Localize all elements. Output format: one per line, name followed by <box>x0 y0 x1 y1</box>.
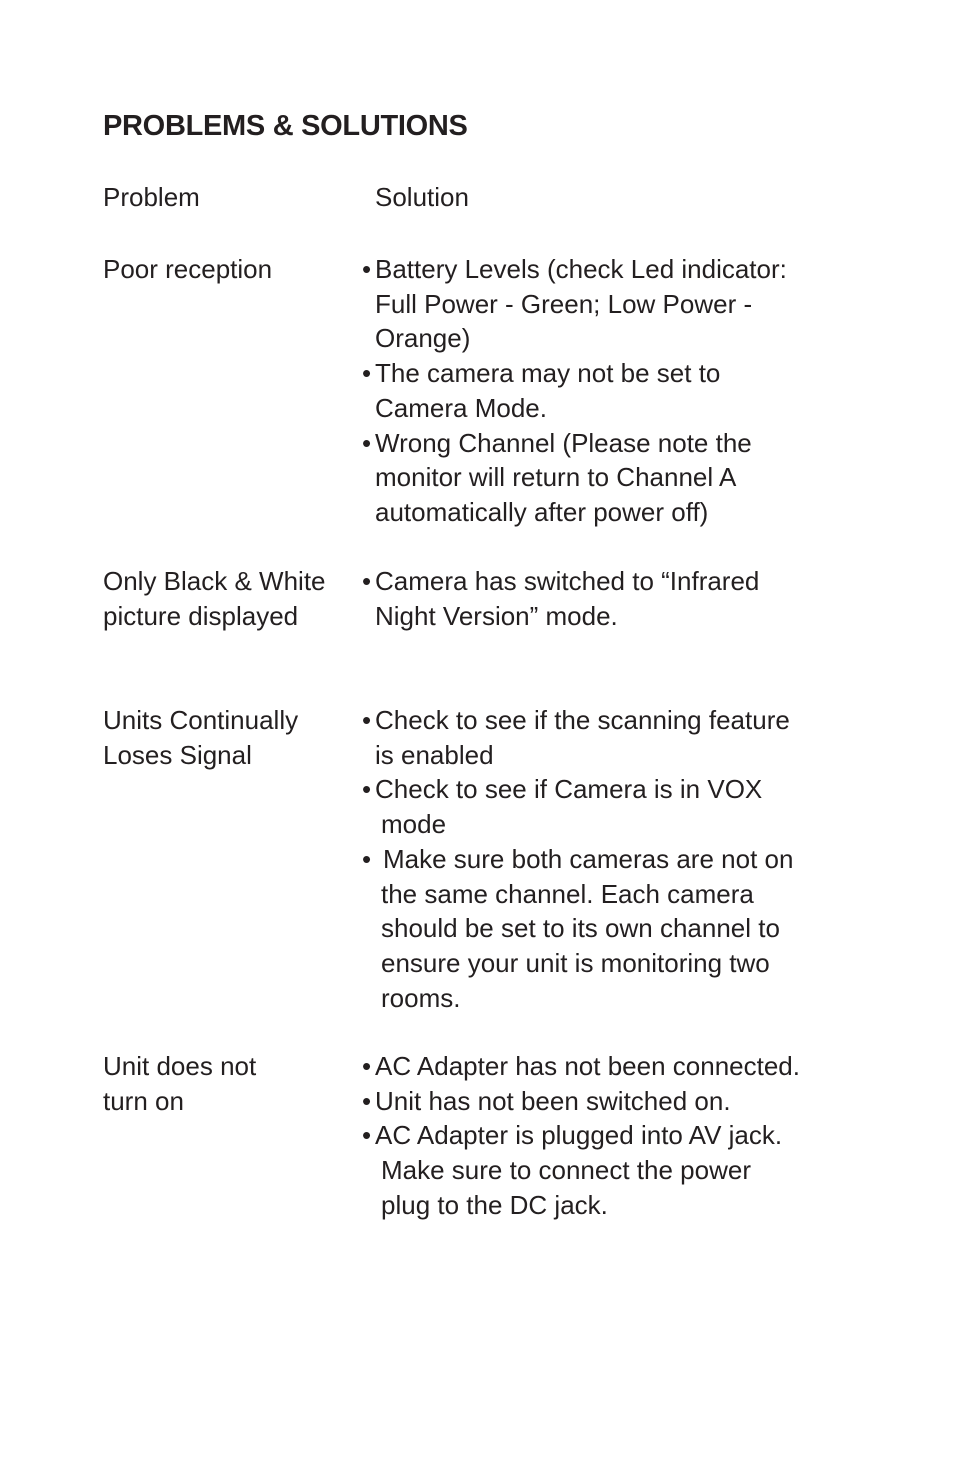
problem-cell <box>103 703 353 772</box>
solution-item <box>362 426 842 530</box>
problem-cell <box>103 564 353 633</box>
solution-text: Make sure both cameras are not on <box>383 843 794 874</box>
solution-text: Check to see if Camera is in VOX <box>375 774 763 805</box>
solution-text: AC Adapter has not been connected. <box>375 1051 800 1081</box>
solution-item <box>362 1084 842 1119</box>
column-header-solution: Solution <box>375 182 469 212</box>
solution-text: should be set to its own channel to <box>381 913 780 944</box>
solution-text: the same channel. Each camera <box>381 878 754 909</box>
solution-text: Full Power - Green; Low Power - <box>375 288 753 319</box>
problem-text: turn on <box>103 1085 184 1116</box>
solution-text: The camera may not be set to <box>375 358 721 389</box>
solution-text: Camera has switched to “Infrared <box>375 566 760 596</box>
page-title: PROBLEMS & SOLUTIONS <box>103 110 468 142</box>
solution-text: Battery Levels (check Led indicator: <box>375 254 787 284</box>
solution-text: Camera Mode. <box>375 392 547 423</box>
solution-item <box>362 356 842 425</box>
problem-cell <box>103 1049 353 1118</box>
bullet-icon: • <box>362 566 372 596</box>
solution-text: mode <box>381 809 447 840</box>
problem-text: Poor reception <box>103 254 273 284</box>
bullet-icon: • <box>362 1051 372 1081</box>
solution-text: Orange) <box>375 323 471 354</box>
solution-text: Make sure to connect the power <box>381 1155 751 1186</box>
problem-text: Units Continually <box>103 705 299 735</box>
bullet-icon: • <box>362 705 372 735</box>
solution-item <box>362 842 842 1016</box>
solution-text: Wrong Channel (Please note the <box>375 427 752 458</box>
solution-text: is enabled <box>375 739 494 770</box>
solution-text: automatically after power off) <box>375 496 709 527</box>
solution-list <box>362 703 842 1015</box>
bullet-icon: • <box>362 358 372 389</box>
solution-item <box>362 1118 842 1222</box>
solution-text: AC Adapter is plugged into AV jack. <box>375 1120 783 1151</box>
solution-text: Night Version” mode. <box>375 600 618 631</box>
solution-text: plug to the DC jack. <box>381 1189 608 1220</box>
solution-list <box>362 252 842 530</box>
problem-text: Loses Signal <box>103 739 252 770</box>
solution-list <box>362 1049 842 1223</box>
problem-text: Only Black & White <box>103 566 326 596</box>
solution-item <box>362 772 842 841</box>
solution-text: ensure your unit is monitoring two <box>381 947 770 978</box>
solution-text: monitor will return to Channel A <box>375 462 737 493</box>
solution-text: Check to see if the scanning feature <box>375 705 790 735</box>
solution-text: Unit has not been switched on. <box>375 1085 731 1116</box>
bullet-icon: • <box>362 1085 372 1116</box>
solution-item <box>362 1049 842 1084</box>
solution-text: rooms. <box>381 982 461 1013</box>
solution-item <box>362 252 842 356</box>
bullet-icon: • <box>362 1120 372 1151</box>
solution-list <box>362 564 842 633</box>
problem-cell <box>103 252 353 287</box>
bullet-icon: • <box>362 843 372 874</box>
problem-text: Unit does not <box>103 1051 257 1081</box>
solution-item <box>362 564 842 633</box>
column-header-problem: Problem <box>103 182 200 212</box>
bullet-icon: • <box>362 774 372 805</box>
bullet-icon: • <box>362 254 372 284</box>
bullet-icon: • <box>362 427 372 458</box>
solution-item <box>362 703 842 772</box>
problem-text: picture displayed <box>103 600 299 631</box>
